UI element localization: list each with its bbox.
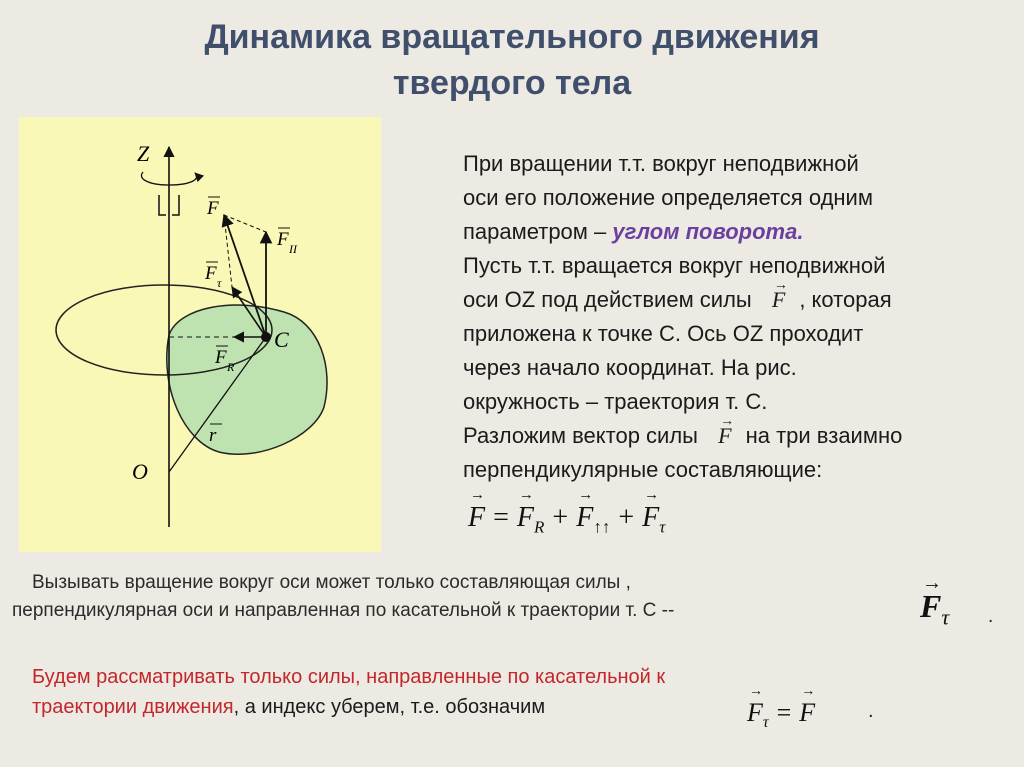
intro-line-5 [463,283,1003,317]
para3-period: . [868,700,874,722]
title-line-1: Динамика вращательного движения [204,18,820,56]
intro-line-7: через начало координат. На рис. [463,355,797,380]
label-o: O [132,459,148,484]
para2-period: . [988,606,994,627]
rotation-diagram-svg [19,117,381,552]
force-symbol-2: → F [718,419,731,453]
intro-line-9 [463,419,1003,453]
notation-lhs: → F [747,698,763,728]
force-symbol: → F [772,283,785,317]
formula-plus-1: + [552,502,569,533]
para3-line-1: Будем рассматривать только силы, направленные по касательной к [32,666,666,688]
label-f-r: F [215,347,227,368]
intro-line-5-end: , которая [799,287,892,312]
helper-dashed-1 [224,215,266,232]
point-c-marker [261,332,271,342]
intro-line-9-end: на три взаимно [745,423,903,448]
notation-rhs: → F [799,698,815,728]
para2-line-1: Вызывать вращение вокруг оси может только составляющая силы , [32,572,631,593]
intro-paragraph [463,147,1003,487]
para3-line-2-black: , а индекс уберем, т.е. обозначим [233,696,546,718]
intro-line-8: окружность – траектория т. С. [463,389,768,414]
intro-line-3 [463,215,1003,249]
intro-line-2: оси его положение определяется одним [463,185,873,210]
intro-line-3-text: параметром – [463,219,613,244]
tangential-force-sub: τ [941,604,950,630]
formula-term-2-sub: ↑↑ [593,517,611,537]
label-r: r [209,425,217,446]
tangential-force-symbol [920,588,949,630]
intro-line-9-text: Разложим вектор силы [463,423,698,448]
label-f-parallel-sub: II [289,242,297,256]
intro-line-5-text: оси OZ под действием силы [463,287,752,312]
para3-line-2 [32,692,1012,722]
force-decomposition-formula [468,502,665,538]
intro-line-1: При вращении т.т. вокруг неподвижной [463,151,859,176]
label-c: C [274,327,289,352]
label-f-tau: F [205,263,217,284]
tangential-force-paragraph [12,569,1012,625]
notation-lhs-sub: τ [762,714,769,732]
formula-term-2: → F [576,502,593,534]
rigid-body-shape [167,305,327,454]
para3-line-2-red: траектории движения [32,696,234,718]
label-f: F [207,198,219,219]
formula-lhs: → F [468,502,485,534]
formula-term-1-sub: R [534,517,545,537]
intro-line-4: Пусть т.т. вращается вокруг неподвижной [463,253,886,278]
slide-title [0,14,1024,106]
tangential-force-letter: F [920,588,942,624]
rotation-diagram [19,117,381,552]
label-z: Z [137,141,150,166]
rotation-angle-term: углом поворота. [612,219,804,244]
label-f-parallel: F [277,229,289,250]
intro-line-6: приложена к точке С. Ось OZ проходит [463,321,864,346]
label-f-tau-sub: τ [217,276,222,290]
formula-term-1: → F [517,502,534,534]
formula-term-3-sub: τ [659,517,666,537]
notation-formula [747,698,815,732]
label-f-r-sub: R [227,360,235,374]
formula-plus-2: + [618,502,635,533]
formula-eq: = [493,502,509,533]
intro-line-10: перпендикулярные составляющие: [463,457,823,482]
notation-eq: = [776,698,792,727]
title-line-2: твердого тела [392,64,632,102]
para2-line-2: перпендикулярная оси и направленная по касательной к траектории т. С -- [12,600,675,621]
convention-paragraph [32,662,1012,722]
formula-term-3: → F [642,502,659,534]
